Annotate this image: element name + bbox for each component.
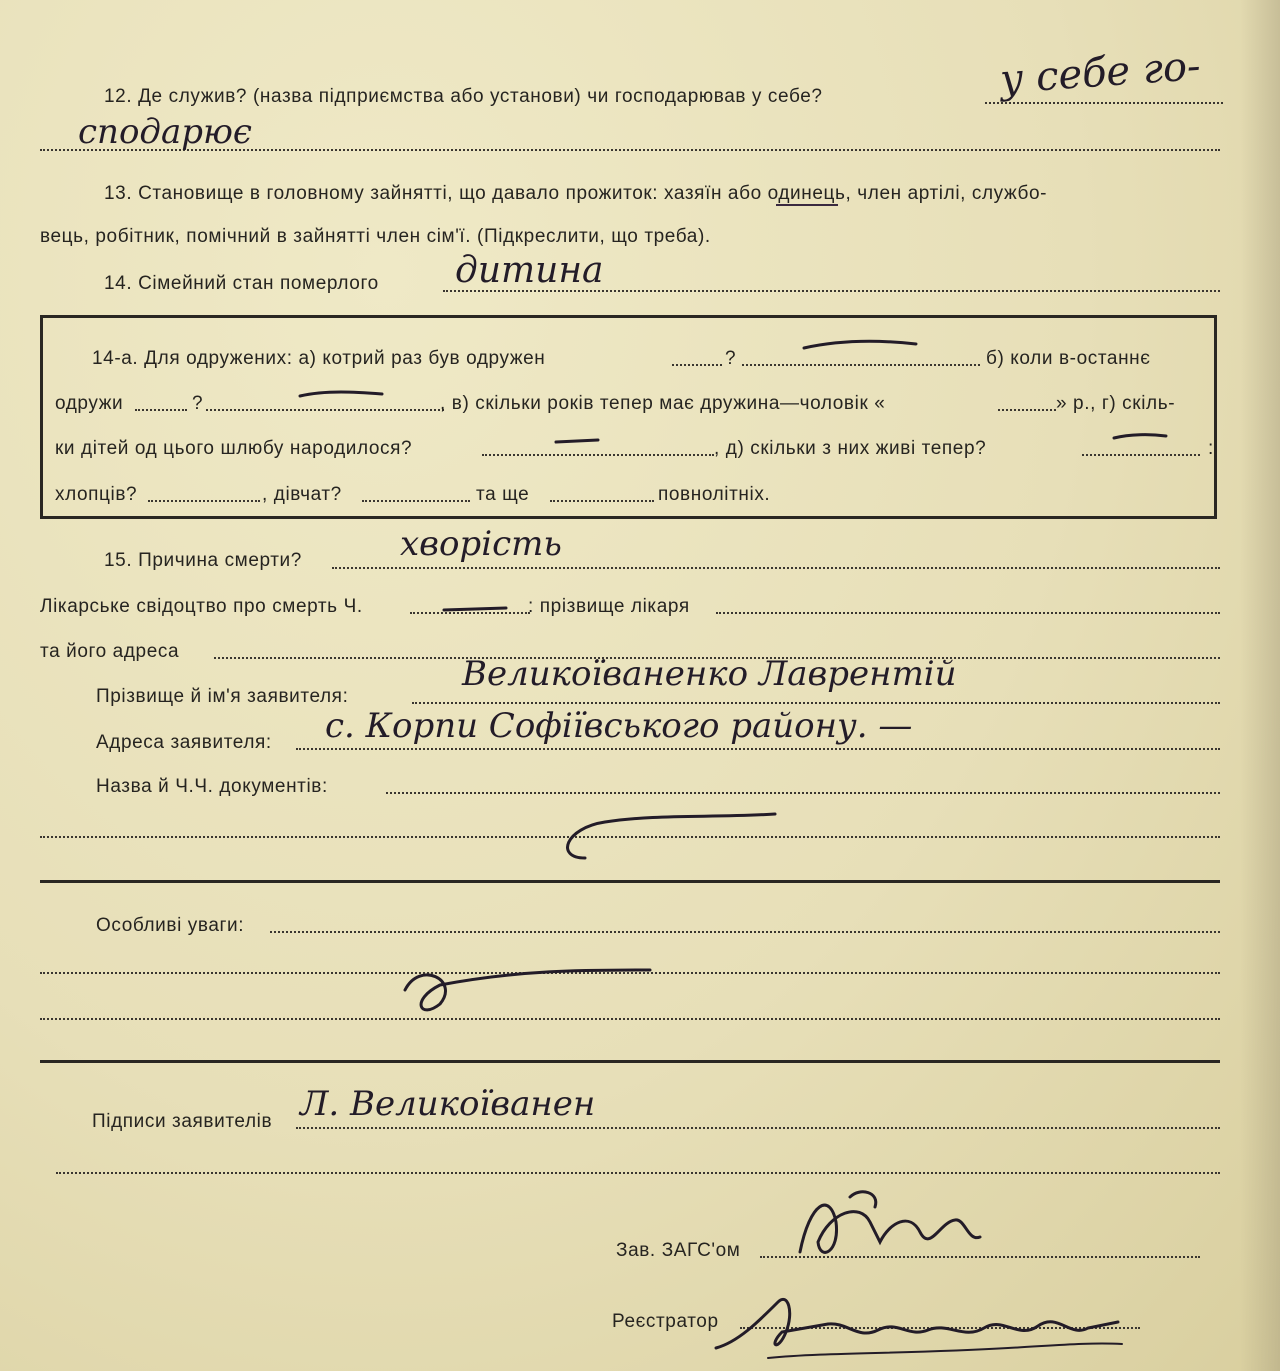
q14a-dots-3 xyxy=(135,409,187,411)
applicant-signature-line-2 xyxy=(56,1172,1220,1174)
doctor-address-label: та його адреса xyxy=(40,641,180,662)
applicant-signature-handwritten: Л. Великоїванен xyxy=(300,1084,596,1124)
q14a-line-4d: повнолітніх. xyxy=(658,484,771,505)
q12-answer-line xyxy=(985,102,1223,104)
q14a-dots-8 xyxy=(148,500,260,502)
q14a-dots-2 xyxy=(742,364,980,366)
applicant-address-handwritten: с. Корпи Софіївського району. — xyxy=(325,706,913,746)
applicant-signature-line xyxy=(296,1127,1220,1129)
section-divider xyxy=(40,880,1220,883)
applicant-address-line xyxy=(296,748,1220,750)
q14a-line-2b: , в) скільки років тепер має дружина—чоловік « xyxy=(440,393,886,414)
q15-answer-handwritten: хворість xyxy=(400,524,562,564)
q13-line-2: вець, робітник, помічний в зайнятті член сім'ї. (Підкреслити, що треба). xyxy=(40,226,711,247)
q14a-dots-9 xyxy=(362,500,470,502)
doctor-certificate-label: Лікарське свідоцтво про смерть Ч. xyxy=(40,596,363,617)
q14a-dots-5 xyxy=(998,409,1056,411)
q14a-line-3a: ки дітей од цього шлюбу народилося? xyxy=(55,438,413,459)
q14a-line-1b: б) коли в-останнє xyxy=(986,348,1151,369)
q14a-line-3b: , д) скільки з них живі тепер? xyxy=(714,438,987,459)
q14-answer-handwritten: дитина xyxy=(455,250,604,291)
applicant-name-label: Прізвище й ім'я заявителя: xyxy=(96,686,349,707)
doctor-surname-line xyxy=(716,612,1220,614)
q14a-dots-10 xyxy=(550,500,654,502)
q14a-colon: : xyxy=(1208,438,1214,459)
applicant-name-handwritten: Великоїваненко Лаврентій xyxy=(462,654,957,694)
q14a-dots-6 xyxy=(482,454,714,456)
registrar-label: Реєстратор xyxy=(612,1311,719,1332)
applicant-address-label: Адреса заявителя: xyxy=(96,732,272,753)
applicant-signature-label: Підписи заявителів xyxy=(92,1111,273,1132)
remarks-label: Особливі уваги: xyxy=(96,915,245,936)
page-edge-shadow xyxy=(1240,0,1280,1371)
q14a-line-4b: , дівчат? xyxy=(262,484,342,505)
zags-head-signature xyxy=(790,1182,1000,1272)
q14a-q-mark-2: ? xyxy=(192,393,204,414)
q14a-line-1a: 14-а. Для одружених: а) котрий раз був одружен xyxy=(92,348,546,369)
applicant-name-line xyxy=(412,702,1220,704)
q14a-line-4a: хлопців? xyxy=(55,484,138,505)
q14a-dash-3 xyxy=(552,432,602,450)
doctor-surname-label: : прізвище лікаря xyxy=(528,596,690,617)
q14a-line-2c: » р., г) скіль- xyxy=(1056,393,1176,414)
applicant-documents-line xyxy=(386,792,1220,794)
q14a-dash-4 xyxy=(1110,428,1170,446)
remarks-line-1 xyxy=(270,931,1220,933)
q12-answer-handwritten-2: сподарює xyxy=(78,112,252,152)
section-divider-2 xyxy=(40,1060,1220,1063)
q14a-dash-2 xyxy=(296,384,386,404)
q15-label: 15. Причина смерти? xyxy=(104,550,302,571)
q14a-box xyxy=(40,315,1217,519)
remarks-dash-stroke xyxy=(400,940,660,1020)
documents-dash-stroke xyxy=(545,798,785,868)
q14a-dots-7 xyxy=(1082,454,1200,456)
q14a-line-2a: одружи xyxy=(55,393,124,414)
q15-answer-line xyxy=(332,567,1220,569)
q13-line-1: 13. Становище в головному зайнятті, що давало прожиток: хазяїн або одинець, член артілі, службо- xyxy=(104,183,1048,204)
registrar-signature xyxy=(708,1282,1128,1368)
q13-underline-mark xyxy=(776,204,838,206)
q12-answer-handwritten-1: у себе го- xyxy=(998,43,1202,103)
q14a-dash-1 xyxy=(800,334,920,358)
applicant-documents-label: Назва й Ч.Ч. документів: xyxy=(96,776,328,797)
zags-head-label: Зав. ЗАГС'ом xyxy=(616,1240,741,1261)
q14a-q-mark-1: ? xyxy=(725,348,737,369)
q14a-dots-1 xyxy=(672,364,722,366)
q14-label: 14. Сімейний стан померлого xyxy=(104,273,379,294)
q14a-dots-4 xyxy=(206,409,444,411)
q14a-line-4c: та ще xyxy=(476,484,530,505)
q12-label: 12. Де служив? (назва підприємства або установи) чи господарював у себе? xyxy=(104,86,823,107)
doctor-certificate-dash xyxy=(440,596,510,616)
